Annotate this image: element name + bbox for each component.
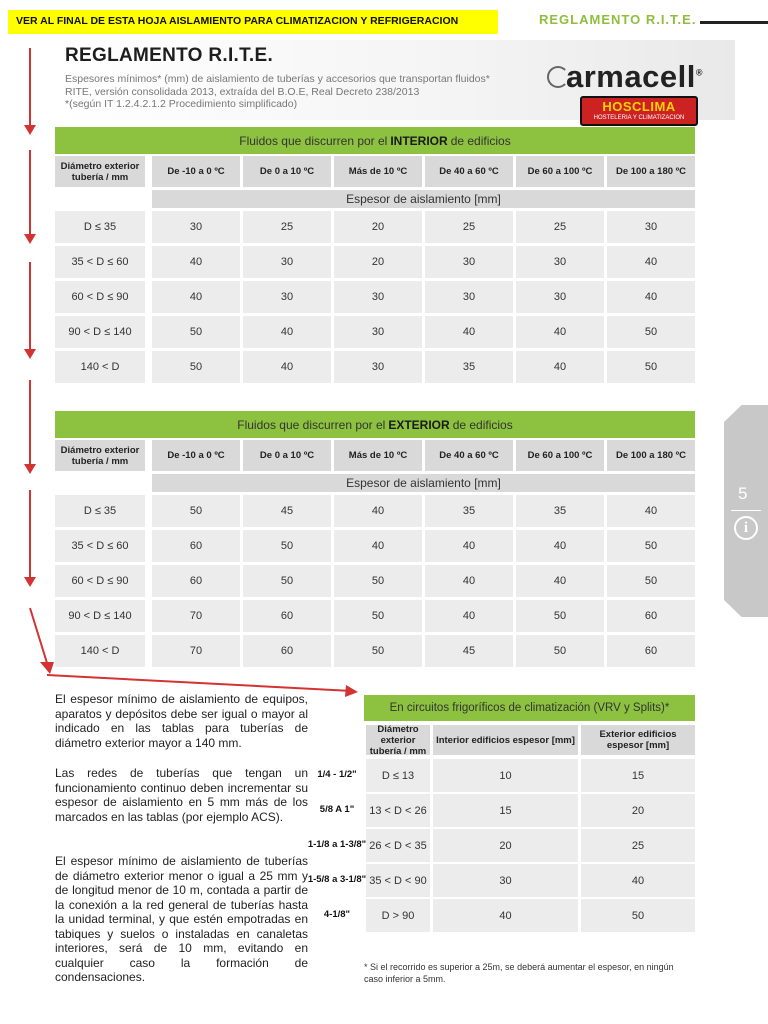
table-cell: 40 <box>425 565 513 597</box>
vrv-diameter-cell: D ≤ 13 <box>366 759 430 792</box>
vrv-interior-cell: 20 <box>433 829 578 862</box>
page-title: REGLAMENTO R.I.T.E. <box>65 45 274 66</box>
vrv-column-header: Interior edificios espesor [mm] <box>433 725 578 755</box>
column-header-temp: Más de 10 ºC <box>334 156 422 187</box>
column-header-temp: De 100 a 180 ºC <box>607 156 695 187</box>
info-icon[interactable]: i <box>734 516 758 540</box>
table-cell: 30 <box>516 281 604 313</box>
column-header-temp: De 0 a 10 ºC <box>243 156 331 187</box>
table-cell: 30 <box>243 246 331 278</box>
row-label: 140 < D <box>55 351 145 383</box>
subtitle-line-2: RITE, versión consolidada 2013, extraída del B.O.E, Real Decreto 238/2013 <box>65 85 420 98</box>
row-label: 35 < D ≤ 60 <box>55 246 145 278</box>
vrv-size-label: 1-5/8 a 3-1/8" <box>307 874 367 885</box>
row-label: 90 < D ≤ 140 <box>55 316 145 348</box>
vrv-size-label: 1-1/8 a 1-3/8" <box>307 839 367 850</box>
top-banner: VER AL FINAL DE ESTA HOJA AISLAMIENTO PARA CLIMATIZACION Y REFRIGERACION <box>8 10 498 34</box>
row-label: 60 < D ≤ 90 <box>55 281 145 313</box>
table-cell: 50 <box>607 316 695 348</box>
red-arrow-down-icon <box>29 380 31 472</box>
table-cell: 50 <box>334 635 422 667</box>
table-cell: 50 <box>243 565 331 597</box>
table-cell: 50 <box>516 635 604 667</box>
column-header-temp: De 60 a 100 ºC <box>516 156 604 187</box>
column-header-temp: De -10 a 0 ºC <box>152 156 240 187</box>
table-cell: 50 <box>607 565 695 597</box>
column-header-temp: De 40 a 60 ºC <box>425 156 513 187</box>
table-cell: 70 <box>152 600 240 632</box>
row-label: 90 < D ≤ 140 <box>55 600 145 632</box>
table-cell: 40 <box>243 316 331 348</box>
subheader-thickness: Espesor de aislamiento [mm] <box>152 190 695 208</box>
vrv-exterior-cell: 40 <box>581 864 695 897</box>
vrv-diameter-cell: 13 < D < 26 <box>366 794 430 827</box>
table-cell: 25 <box>516 211 604 243</box>
table-cell: 50 <box>152 495 240 527</box>
brand-registered-mark: ® <box>695 67 703 78</box>
table-title-bold: INTERIOR <box>390 133 448 148</box>
table-cell: 30 <box>334 281 422 313</box>
subtitle-line-1: Espesores mínimos* (mm) de aislamiento de tuberías y accesorios que transportan fluidos* <box>65 73 490 85</box>
table-cell: 50 <box>516 600 604 632</box>
table-cell: 35 <box>425 351 513 383</box>
vrv-exterior-cell: 20 <box>581 794 695 827</box>
brand-name: armacell <box>566 59 696 94</box>
table-interior-title <box>55 127 695 154</box>
table-cell: 40 <box>516 351 604 383</box>
table-cell: 30 <box>334 351 422 383</box>
table-cell: 50 <box>334 565 422 597</box>
table-cell: 30 <box>425 281 513 313</box>
row-label: 35 < D ≤ 60 <box>55 530 145 562</box>
table-cell: 40 <box>607 281 695 313</box>
vrv-column-header: Exterior edificios espesor [mm] <box>581 725 695 755</box>
vrv-exterior-cell: 50 <box>581 899 695 932</box>
red-arrow-down-icon <box>29 262 31 357</box>
table-cell: 30 <box>243 281 331 313</box>
table-cell: 40 <box>334 530 422 562</box>
vrv-interior-cell: 10 <box>433 759 578 792</box>
table-cell: 60 <box>152 530 240 562</box>
table-cell: 60 <box>243 635 331 667</box>
table-cell: 45 <box>243 495 331 527</box>
table-cell: 35 <box>516 495 604 527</box>
row-label: D ≤ 35 <box>55 495 145 527</box>
column-header-temp: De 0 a 10 ºC <box>243 440 331 471</box>
table-cell: 60 <box>152 565 240 597</box>
hosclima-logo-subtext: HOSTELERIA Y CLIMATIZACION <box>593 115 685 121</box>
table-cell: 40 <box>425 530 513 562</box>
table-cell: 40 <box>334 495 422 527</box>
table-cell: 50 <box>334 600 422 632</box>
table-cell: 40 <box>516 530 604 562</box>
vrv-interior-cell: 15 <box>433 794 578 827</box>
table-cell: 30 <box>516 246 604 278</box>
table-cell: 40 <box>607 246 695 278</box>
vrv-exterior-cell: 15 <box>581 759 695 792</box>
table-cell: 40 <box>152 246 240 278</box>
table-cell: 50 <box>152 316 240 348</box>
paragraph-2: Las redes de tuberías que tengan un funcionamiento continuo deben incrementar su espesor de aislamiento en 5 mm más de los marcados en las tablas (por ejemplo ACS). <box>55 766 308 824</box>
table-cell: 30 <box>607 211 695 243</box>
table-cell: 50 <box>243 530 331 562</box>
table-title-bold: EXTERIOR <box>388 417 450 432</box>
vrv-diameter-cell: 26 < D < 35 <box>366 829 430 862</box>
table-cell: 50 <box>152 351 240 383</box>
table-title-pre: Fluidos que discurren por el <box>237 417 386 432</box>
red-arrow-down-icon <box>29 150 31 242</box>
header-rule <box>700 21 768 24</box>
table-title-pre: Fluidos que discurren por el <box>239 133 388 148</box>
table-cell: 20 <box>334 211 422 243</box>
table-cell: 60 <box>607 600 695 632</box>
row-label: D ≤ 35 <box>55 211 145 243</box>
subheader-thickness: Espesor de aislamiento [mm] <box>152 474 695 492</box>
table-cell: 40 <box>243 351 331 383</box>
hosclima-logo-text: HOSCLIMA <box>602 99 676 114</box>
table-cell: 50 <box>607 351 695 383</box>
vrv-diameter-cell: 35 < D < 90 <box>366 864 430 897</box>
table-cell: 40 <box>516 565 604 597</box>
table-cell: 60 <box>243 600 331 632</box>
page-subtitle <box>65 73 550 111</box>
table-exterior-title <box>55 411 695 438</box>
table-cell: 40 <box>425 316 513 348</box>
table-cell: 40 <box>425 600 513 632</box>
vrv-interior-cell: 40 <box>433 899 578 932</box>
vrv-size-label: 5/8 A 1" <box>319 804 355 815</box>
table-cell: 50 <box>607 530 695 562</box>
table-cell: 40 <box>607 495 695 527</box>
column-header-diameter: Diámetro exterior tubería / mm <box>55 440 145 471</box>
table-cell: 35 <box>425 495 513 527</box>
column-header-temp: De 100 a 180 ºC <box>607 440 695 471</box>
table-cell: 40 <box>516 316 604 348</box>
vrv-size-label: 1/4 - 1/2" <box>317 769 357 780</box>
vrv-interior-cell: 30 <box>433 864 578 897</box>
table-cell: 30 <box>334 316 422 348</box>
page-number: 5 <box>738 484 748 503</box>
vrv-exterior-cell: 25 <box>581 829 695 862</box>
subtitle-line-3: *(según IT 1.2.4.2.1.2 Procedimiento simplificado) <box>65 98 298 110</box>
vrv-size-label: 4-1/8" <box>323 909 351 920</box>
page-tab-divider <box>731 510 761 511</box>
header-section-title: REGLAMENTO R.I.T.E. <box>539 12 697 27</box>
column-header-temp: De 60 a 100 ºC <box>516 440 604 471</box>
table-vrv-title: En circuitos frigoríficos de climatización (VRV y Splits)* <box>364 695 695 721</box>
table-cell: 25 <box>243 211 331 243</box>
footnote: * Si el recorrido es superior a 25m, se deberá aumentar el espesor, en ningún caso inferior a 5mm. <box>364 962 674 984</box>
hosclima-logo <box>580 96 698 126</box>
table-cell: 30 <box>425 246 513 278</box>
paragraph-1: El espesor mínimo de aislamiento de equipos, aparatos y depósitos debe ser igual o mayor al indicado en las tablas para tuberías de diámetro exterior mayor a 140 mm. <box>55 692 308 750</box>
page-tab[interactable] <box>724 405 768 617</box>
column-header-temp: Más de 10 ºC <box>334 440 422 471</box>
table-cell: 60 <box>607 635 695 667</box>
table-cell: 20 <box>334 246 422 278</box>
table-cell: 30 <box>152 211 240 243</box>
table-cell: 45 <box>425 635 513 667</box>
table-cell: 25 <box>425 211 513 243</box>
vrv-column-header: Diámetro exterior tubería / mm <box>366 725 430 755</box>
table-cell: 40 <box>152 281 240 313</box>
column-header-temp: De 40 a 60 ºC <box>425 440 513 471</box>
paragraph-3: El espesor mínimo de aislamiento de tuberías de diámetro exterior menor o igual a 25 mm y de longitud menor de 10 m, contada a partir de la conexión a la red general de tuberías hasta la unidad terminal, y que estén empotradas en tabiques y suelos o instaladas en canaletas interiores, será de 10 mm, evitando en cualquier caso la formación de condensaciones. <box>55 854 308 984</box>
column-header-temp: De -10 a 0 ºC <box>152 440 240 471</box>
row-label: 60 < D ≤ 90 <box>55 565 145 597</box>
armacell-logo <box>566 59 703 95</box>
red-arrow-down-icon <box>29 490 31 585</box>
table-title-post: de edificios <box>450 133 511 148</box>
column-header-diameter: Diámetro exterior tubería / mm <box>55 156 145 187</box>
table-cell: 70 <box>152 635 240 667</box>
row-label: 140 < D <box>55 635 145 667</box>
table-title-post: de edificios <box>452 417 513 432</box>
vrv-diameter-cell: D > 90 <box>366 899 430 932</box>
red-arrow-down-icon <box>29 48 31 133</box>
